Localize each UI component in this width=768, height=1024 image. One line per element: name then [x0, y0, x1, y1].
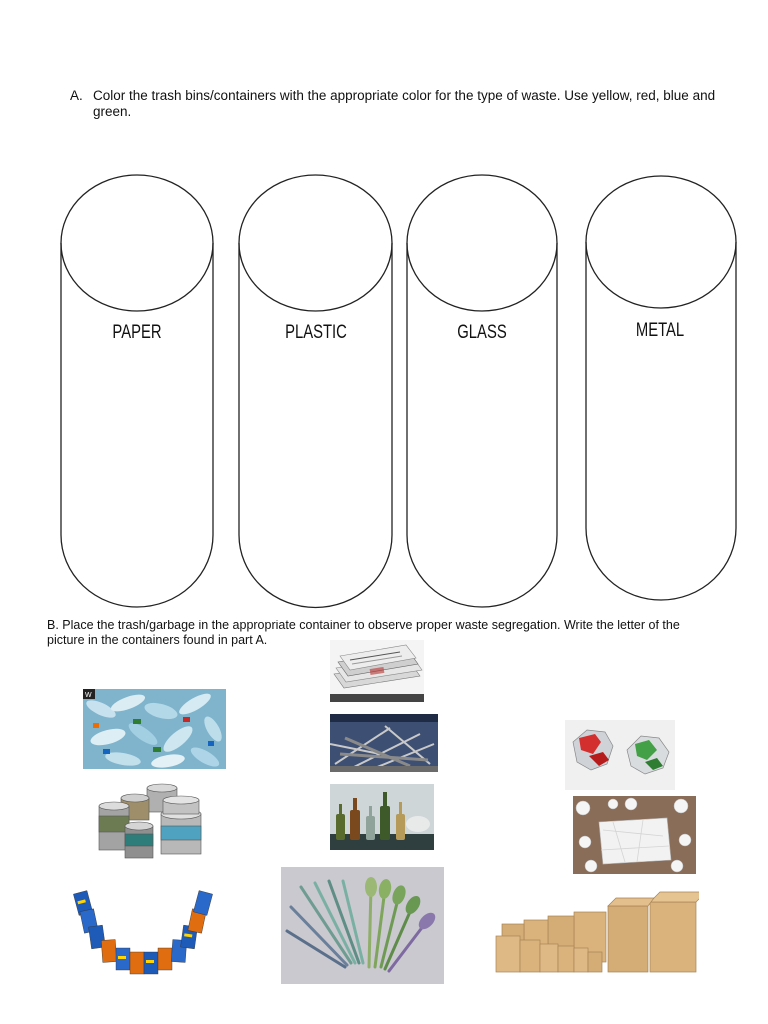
cardboard-boxes-picture	[494, 890, 699, 974]
tin-cans-picture	[95, 782, 207, 862]
part-b-text: B. Place the trash/garbage in the appropriate container to observe proper waste segregation. Write the letter of the picture in the containers found in part A.	[47, 620, 680, 647]
part-a-letter: A.	[70, 88, 83, 103]
bin-label-paper: PAPER	[112, 322, 162, 343]
plastic-bottles-picture	[83, 689, 226, 769]
newspapers-picture	[330, 640, 424, 702]
crumpled-paper-picture	[573, 796, 696, 874]
foil-wrappers-picture	[565, 720, 675, 790]
bin-paper	[61, 175, 213, 607]
snack-wrappers-picture	[72, 886, 222, 984]
bin-label-glass: GLASS	[457, 322, 507, 343]
bin-label-metal: METAL	[635, 320, 685, 341]
svg-text:W: W	[85, 692, 92, 699]
bin-label-plastic: PLASTIC	[285, 322, 347, 343]
bin-metal	[586, 176, 736, 600]
bin-plastic	[239, 175, 392, 607]
bin-glass	[407, 175, 557, 607]
part-a-text: Color the trash bins/containers with the appropriate color for the type of waste. Use yellow, red, blue and green.	[93, 88, 716, 119]
glass-bottles-picture	[330, 784, 434, 850]
plastic-cutlery-picture	[281, 867, 444, 984]
scrap-metal-picture	[330, 714, 438, 772]
